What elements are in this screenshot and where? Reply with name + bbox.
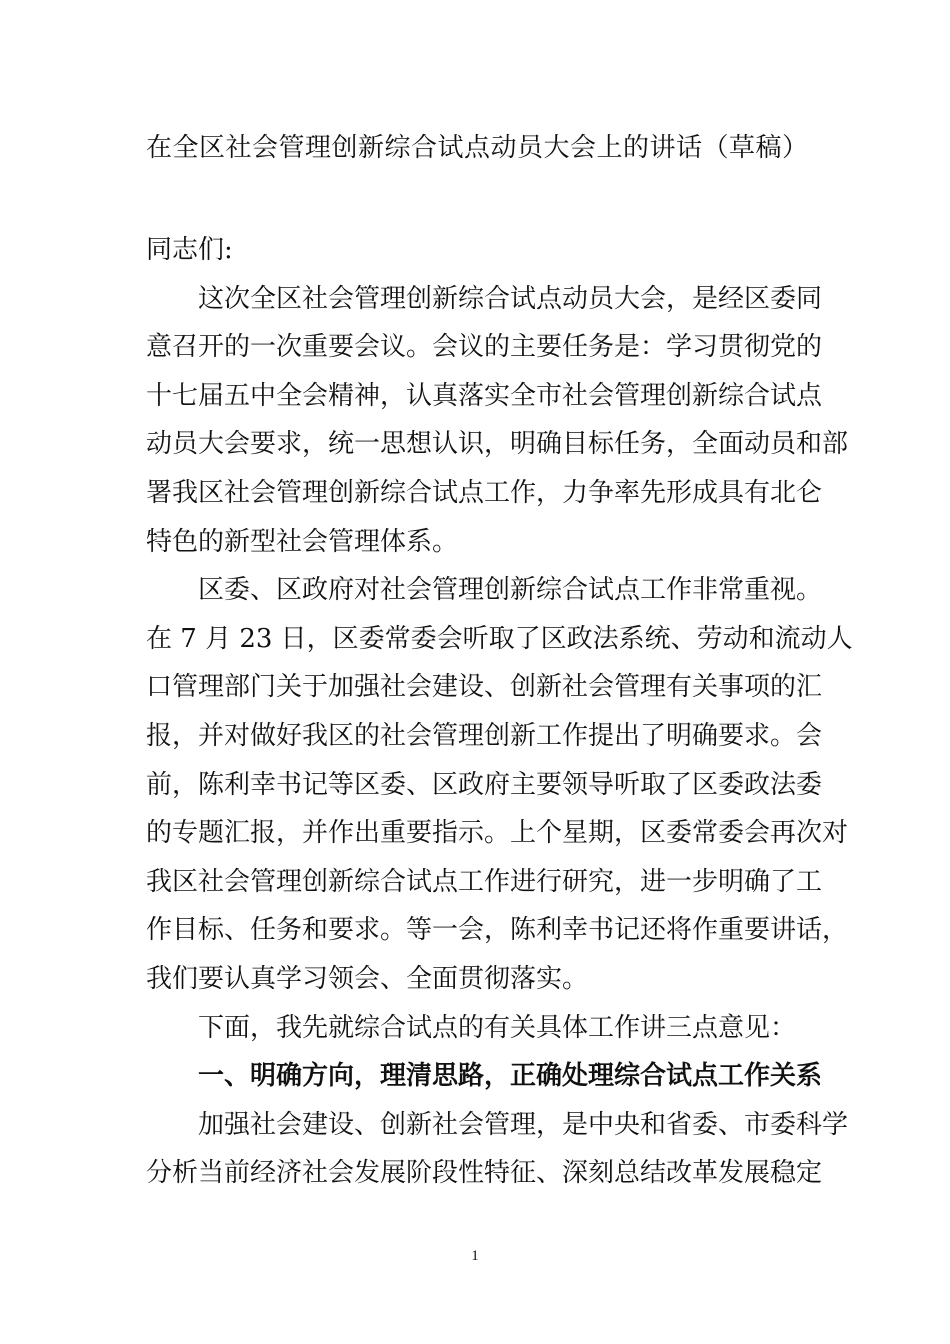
paragraph-line: 特色的新型社会管理体系。 — [146, 526, 459, 557]
page-number: 1 — [471, 1248, 479, 1264]
paragraph-line: 作目标、任务和要求。等一会，陈利幸书记还将作重要讲话， — [146, 915, 849, 946]
salutation: 同志们: — [146, 235, 233, 265]
paragraph-line: 意召开的一次重要会议。会议的主要任务是：学习贯彻党的 — [146, 332, 823, 363]
paragraph-line: 署我区社会管理创新综合试点工作，力争率先形成具有北仑 — [146, 477, 823, 508]
paragraph-line: 这次全区社会管理创新综合试点动员大会，是经区委同 — [198, 283, 823, 314]
paragraph-line: 下面，我先就综合试点的有关具体工作讲三点意见： — [198, 1012, 797, 1043]
paragraph-line: 分析当前经济社会发展阶段性特征、深刻总结改革发展稳定 — [146, 1158, 823, 1189]
paragraph-line: 报，并对做好我区的社会管理创新工作提出了明确要求。会 — [146, 720, 823, 751]
section-heading: 一、明确方向，理清思路，正确处理综合试点工作关系 — [198, 1061, 823, 1092]
paragraph-line: 十七届五中全会精神，认真落实全市社会管理创新综合试点 — [146, 380, 823, 411]
paragraph-line: 区委、区政府对社会管理创新综合试点工作非常重视。 — [198, 575, 823, 606]
paragraph-line: 动员大会要求，统一思想认识，明确目标任务，全面动员和部 — [146, 429, 849, 460]
paragraph-line: 在 7 月 23 日，区委常委会听取了区政法系统、劳动和流动人 — [146, 623, 853, 654]
paragraph-line: 口管理部门关于加强社会建设、创新社会管理有关事项的汇 — [146, 672, 823, 703]
paragraph-line: 我区社会管理创新综合试点工作进行研究，进一步明确了工 — [146, 866, 823, 897]
document-body — [146, 226, 853, 1198]
paragraph-line: 前，陈利幸书记等区委、区政府主要领导听取了区委政法委 — [146, 769, 823, 800]
paragraph-line: 的专题汇报，并作出重要指示。上个星期，区委常委会再次对 — [146, 818, 849, 849]
paragraph-line: 我们要认真学习领会、全面贯彻落实。 — [146, 963, 589, 994]
paragraph-line: 加强社会建设、创新社会管理，是中央和省委、市委科学 — [198, 1109, 849, 1140]
document-title: 在全区社会管理创新综合试点动员大会上的讲话（草稿） — [146, 133, 809, 163]
